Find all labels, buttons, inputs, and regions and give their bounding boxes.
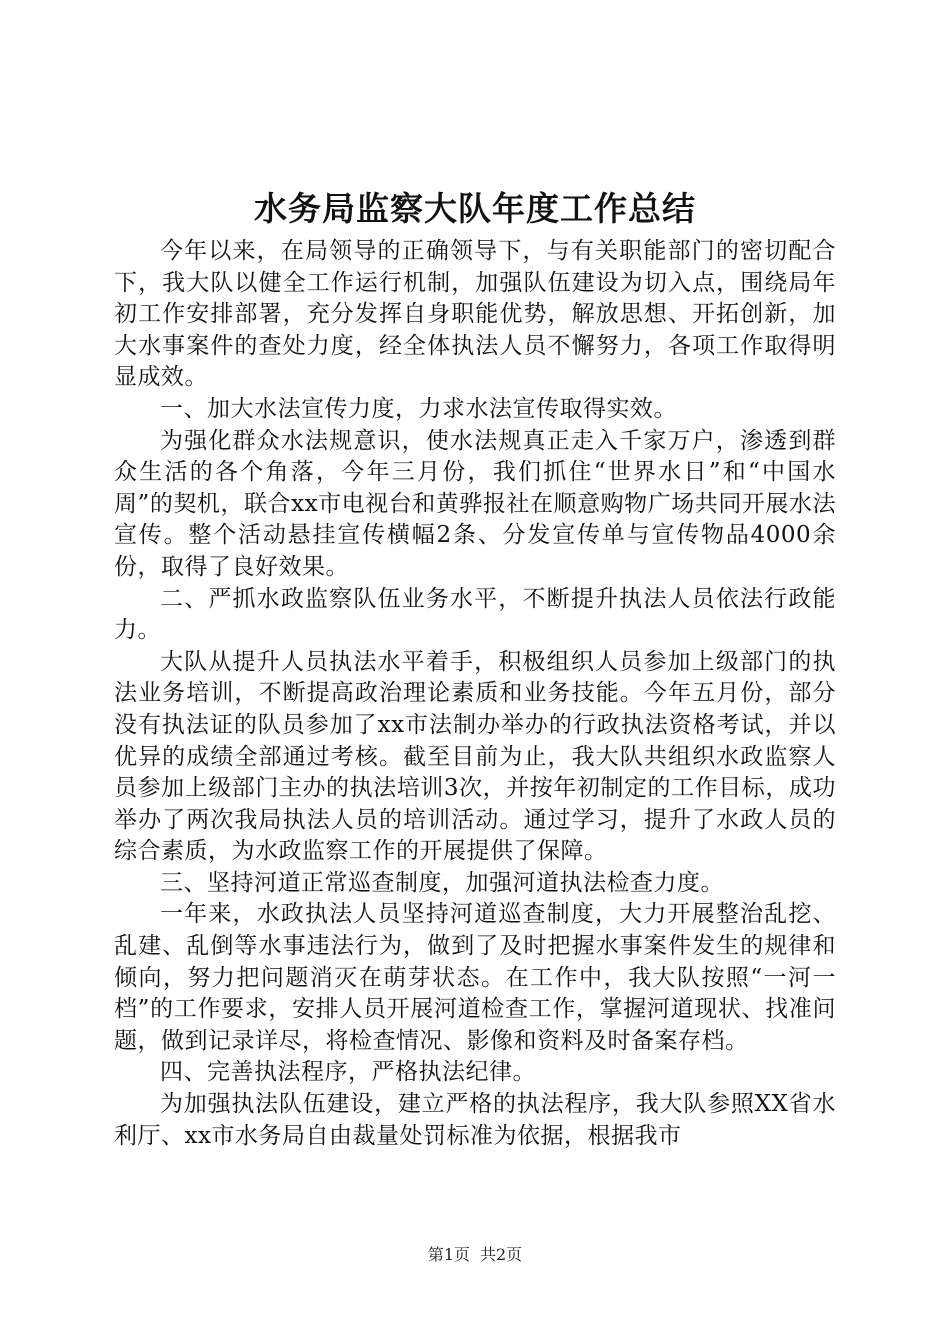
page-number: 第1页 [427,1245,470,1264]
paragraph-section-4: 为加强执法队伍建设，建立严格的执法程序，我大队参照XX省水利厅、xx市水务局自由裁量处罚标准为依据，根据我市 [114,1091,836,1149]
section-heading-1: 一、加大水法宣传力度，力求水法宣传取得实效。 [160,395,677,422]
section-heading-4: 四、完善执法程序，严格执法纪律。 [160,1059,536,1086]
document-body [114,236,836,1152]
section-heading-3: 三、坚持河道正常巡查制度，加强河道执法检查力度。 [160,869,724,896]
paragraph-intro: 今年以来，在局领导的正确领导下，与有关职能部门的密切配合下，我大队以健全工作运行机制，加强队伍建设为切入点，围绕局年初工作安排部署，充分发挥自身职能优势，解放思想、开拓创新，加大水事案件的查处力度，经全体执法人员不懈努力，各项工作取得明显成效。 [114,238,836,391]
paragraph-section-2: 大队从提升人员执法水平着手，积极组织人员参加上级部门的执法业务培训，不断提高政治理论素质和业务技能。今年五月份，部分没有执法证的队员参加了xx市法制办举办的行政执法资格考试，并以优异的成绩全部通过考核。截至目前为止，我大队共组织水政监察人员参加上级部门主办的执法培训3次，并按年初制定的工作目标，成功举办了两次我局执法人员的培训活动。通过学习，提升了水政人员的综合素质，为水政监察工作的开展提供了保障。 [114,648,836,865]
paragraph-section-3: 一年来，水政执法人员坚持河道巡查制度，大力开展整治乱挖、乱建、乱倒等水事违法行为，做到了及时把握水事案件发生的规律和倾向，努力把问题消灭在萌芽状态。在工作中，我大队按照“一河一档”的工作要求，安排人员开展河道检查工作，掌握河道现状、找准问题，做到记录详尽，将检查情况、影像和资料及时备案存档。 [114,901,836,1054]
page-footer [0,1244,950,1266]
section-heading-2: 二、严抓水政监察队伍业务水平，不断提升执法人员依法行政能力。 [114,585,836,644]
paragraph-section-1: 为强化群众水法规意识，使水法规真正走入千家万户，渗透到群众生活的各个角落，今年三月份，我们抓住“世界水日”和“中国水周”的契机，联合xx市电视台和黄骅报社在顺意购物广场共同开展水法宣传。整个活动悬挂宣传横幅2条、分发宣传单与宣传物品4000余份，取得了良好效果。 [114,427,836,580]
document-title: 水务局监察大队年度工作总结 [254,189,696,228]
page-total: 共2页 [480,1245,523,1264]
